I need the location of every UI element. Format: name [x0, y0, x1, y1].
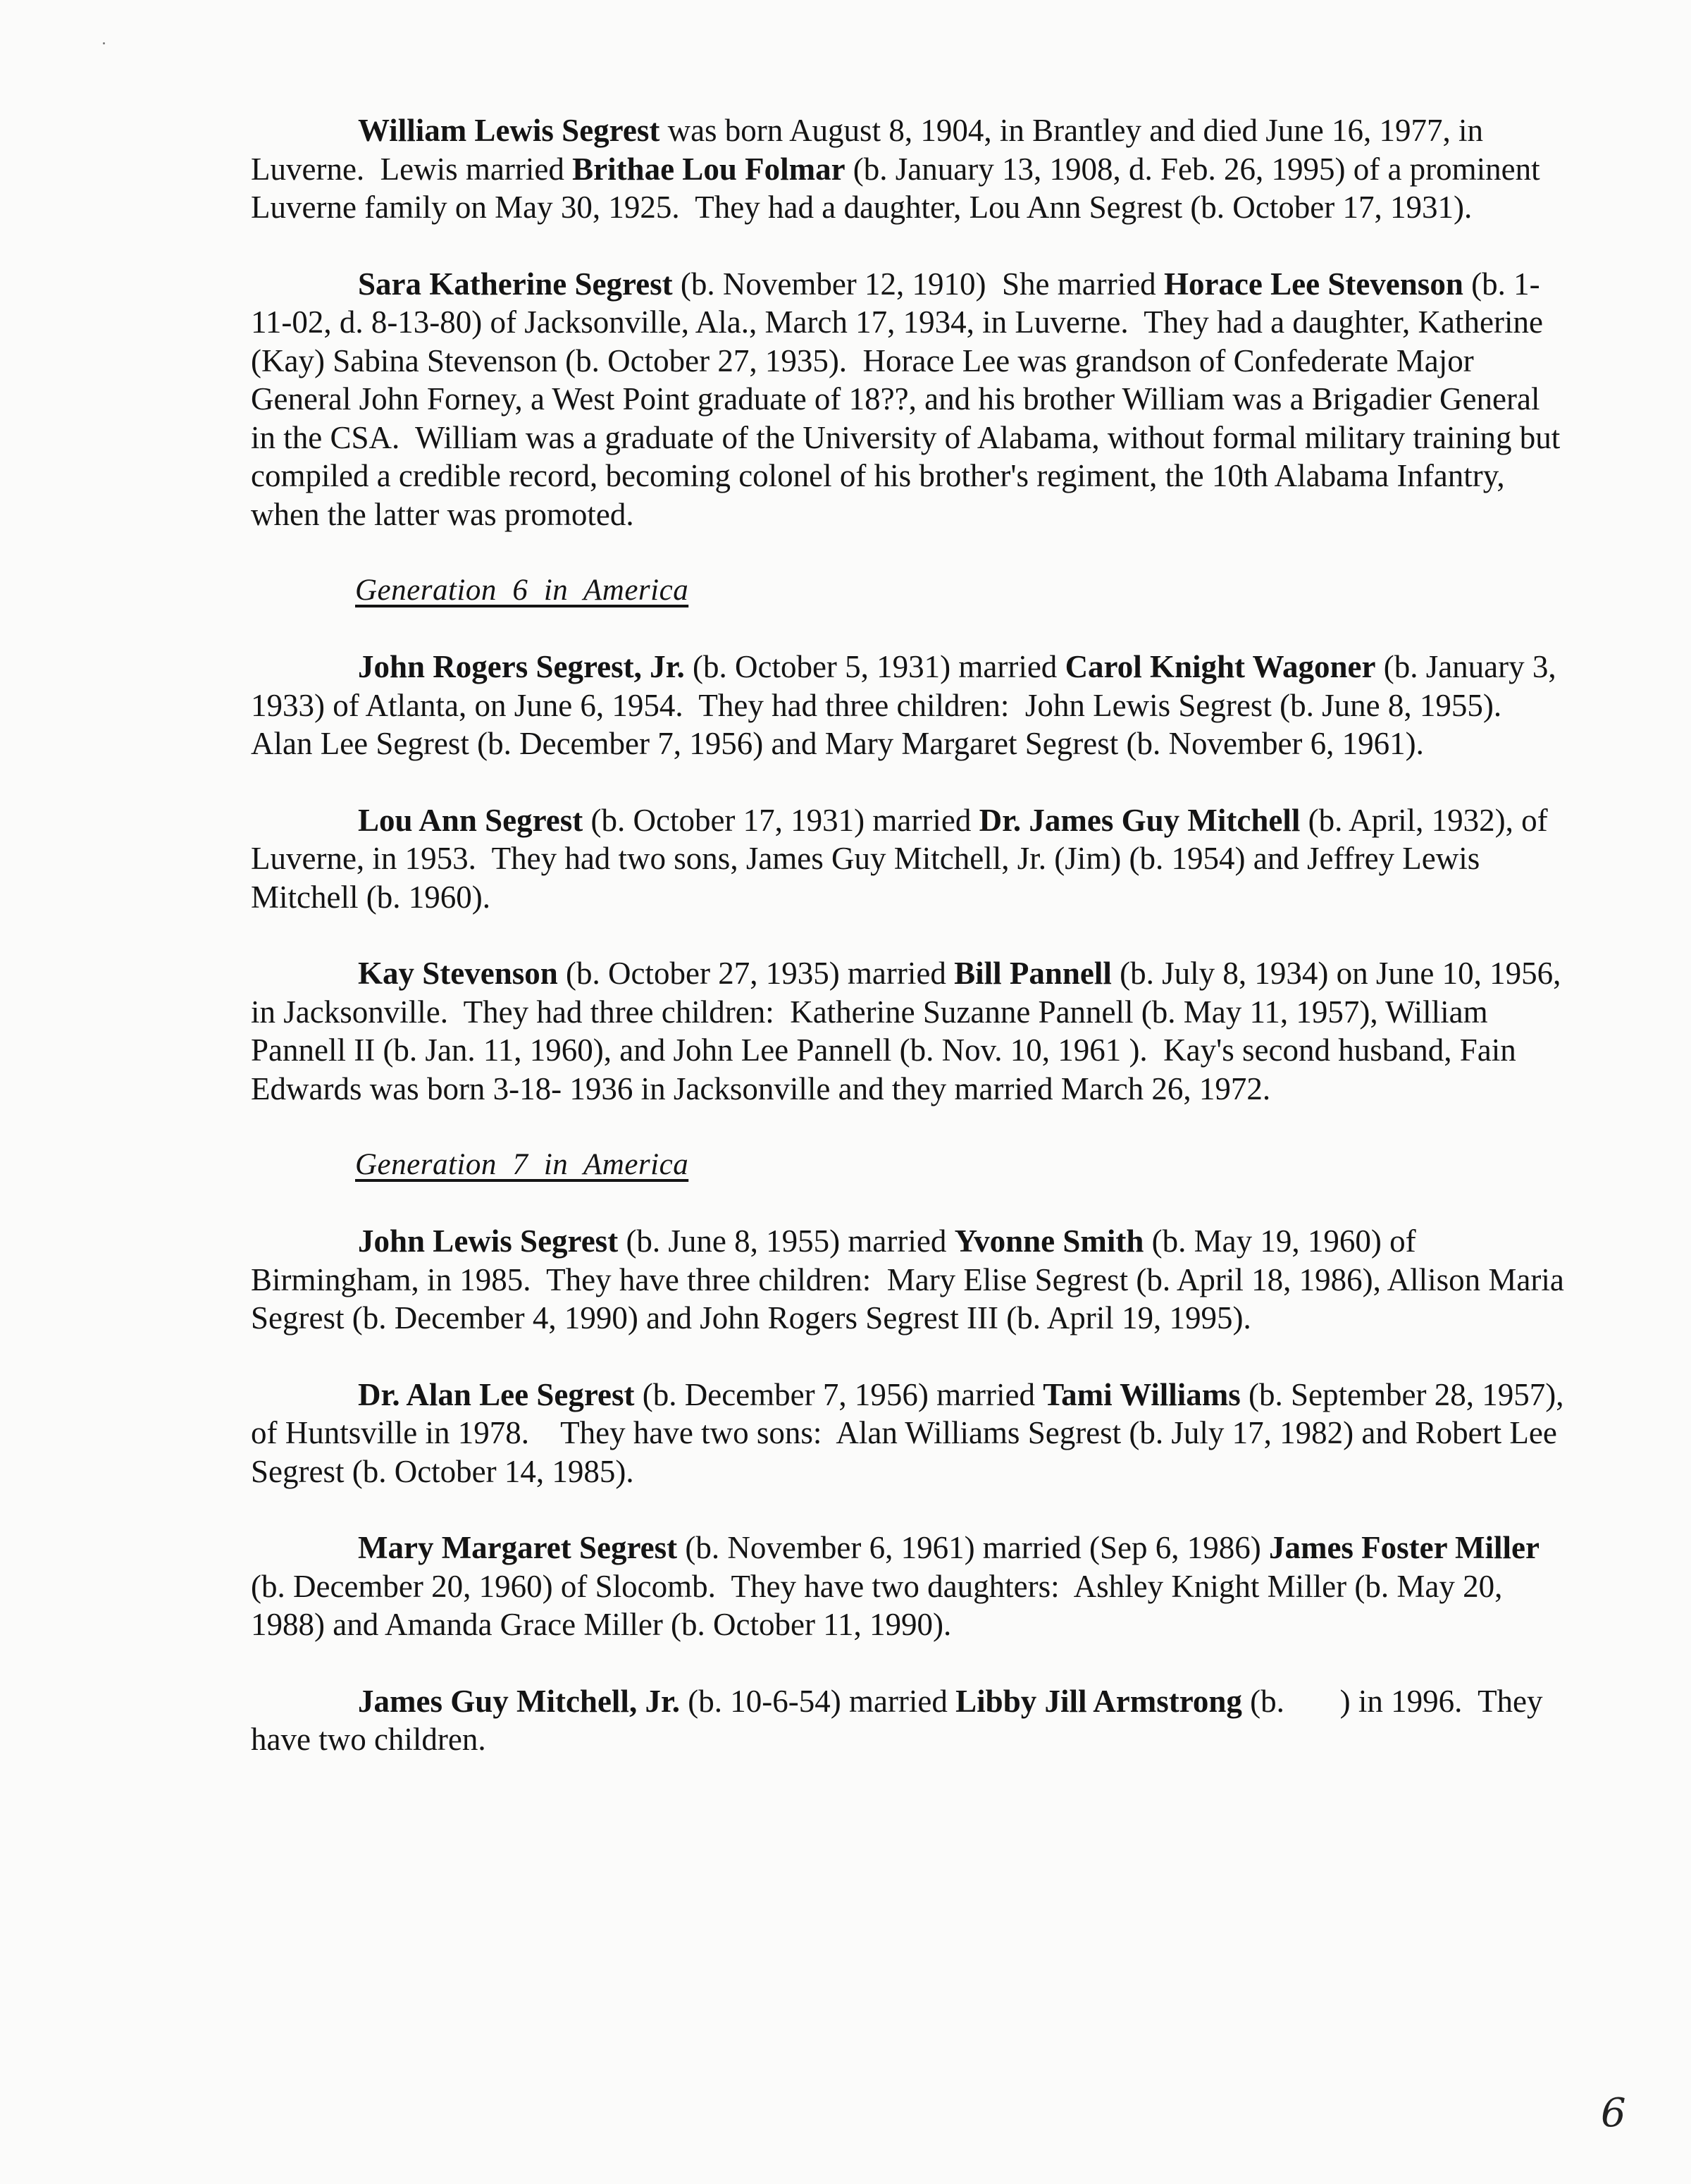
paragraph-text: (b. April, 1932), of Luverne, in 1953. They had two sons, James Guy Mitchell, Jr. (Jim) (b. 1954) and Jeffrey Lewis Mitchell (b. 1960). [251, 802, 1556, 915]
paragraph-sara [251, 265, 1570, 534]
paragraph-text: (b. 10-6-54) married [680, 1683, 956, 1719]
person-name: James Foster Miller [1268, 1530, 1540, 1565]
person-name: Mary Margaret Segrest [358, 1530, 678, 1565]
document-body [251, 111, 1573, 1797]
generation-heading-gen7: Generation 7 in America [355, 1148, 689, 1181]
paragraph-text: (b. November 12, 1910) She married [672, 266, 1164, 302]
person-name: William Lewis Segrest [358, 113, 660, 148]
page-number: 6 [1601, 2090, 1626, 2136]
person-name: Carol Knight Wagoner [1065, 649, 1376, 684]
paragraph-text: (b. January 13, 1908, d. Feb. 26, 1995) of a prominent Luverne family on May 30, 1925. They had a daughter, Lou Ann Segrest (b. October 17, 1931). [251, 151, 1548, 225]
paragraph-text: (b. 1-11-02, d. 8-13-80) of Jacksonville, Ala., March 17, 1934, in Luverne. They had a daughter, Katherine (Kay) Sabina Stevenson (b. October 27, 1935). Horace Lee was grandson of Confederate Major General John Forney, a West Point graduate of 18??, and his brother William was a Brigadier General in the CSA. William was a graduate of the University of Alabama, without formal military training but compiled a credible record, becoming colonel of his brother's regiment, the 10th Alabama Infantry, when the latter was promoted. [251, 266, 1568, 532]
paragraph-text: (b. ) in 1996. They have two children. [251, 1683, 1551, 1757]
person-name: Lou Ann Segrest [358, 802, 583, 838]
paragraph-text: (b. January 3, 1933) of Atlanta, on June 6, 1954. They had three children: John Lewis Segrest (b. June 8, 1955). Alan Lee Segrest (b. December 7, 1956) and Mary Margaret Segrest (b. November 6, 1961). [251, 649, 1564, 761]
paragraph-text: (b. October 5, 1931) married [684, 649, 1065, 684]
paragraph-lou-ann [251, 801, 1570, 917]
person-name: Kay Stevenson [358, 956, 558, 991]
person-name: Tami Williams [1043, 1376, 1241, 1412]
person-name: Horace Lee Stevenson [1163, 266, 1463, 302]
paragraph-james-guy [251, 1682, 1570, 1759]
person-name: James Guy Mitchell, Jr. [358, 1683, 681, 1719]
paragraph-text: (b. December 20, 1960) of Slocomb. They have two daughters: Ashley Knight Miller (b. May 20, 1988) and Amanda Grace Miller (b. October 11, 1990). [251, 1530, 1548, 1642]
person-name: Brithae Lou Folmar [572, 151, 846, 187]
generation-heading-gen6: Generation 6 in America [355, 574, 689, 607]
person-name: Bill Pannell [954, 956, 1112, 991]
paragraph-text: (b. May 19, 1960) of Birmingham, in 1985. They have three children: Mary Elise Segrest (b. April 18, 1986), Allison Maria Segrest (b. December 4, 1990) and John Rogers Segrest III (b. April 19, 1995). [251, 1223, 1573, 1335]
person-name: John Lewis Segrest [358, 1223, 619, 1259]
paragraph-text: (b. December 7, 1956) married [634, 1376, 1043, 1412]
paragraph-william [251, 111, 1570, 227]
paragraph-text: was born August 8, 1904, in Brantley and died June 16, 1977, in Luverne. Lewis married [251, 113, 1492, 187]
paragraph-text: (b. July 8, 1934) on June 10, 1956, in Jacksonville. They had three children: Katherine Suzanne Pannell (b. May 11, 1957), William Pannell II (b. Jan. 11, 1960), and John Lee Pannell (b. Nov. 10, 1961 ). Kay's second husband, Fain Edwards was born 3-18- 1936 in Jacksonville and they married March 26, 1972. [251, 956, 1569, 1106]
paragraph-text: (b. September 28, 1957), of Huntsville in 1978. They have two sons: Alan Williams Segrest (b. July 17, 1982) and Robert Lee Segrest (b. October 14, 1985). [251, 1376, 1572, 1489]
scan-speck [103, 42, 105, 44]
paragraph-john-rogers [251, 648, 1570, 763]
paragraph-text: (b. June 8, 1955) married [618, 1223, 955, 1259]
paragraph-kay [251, 954, 1570, 1108]
paragraph-text: (b. October 17, 1931) married [583, 802, 979, 838]
person-name: Sara Katherine Segrest [358, 266, 673, 302]
paragraph-alan-lee [251, 1376, 1570, 1491]
paragraph-text: (b. November 6, 1961) married (Sep 6, 1986) [677, 1530, 1269, 1565]
person-name: John Rogers Segrest, Jr. [358, 649, 685, 684]
person-name: Dr. James Guy Mitchell [979, 802, 1301, 838]
paragraph-mary-margaret [251, 1529, 1570, 1644]
paragraph-john-lewis [251, 1222, 1573, 1338]
person-name: Libby Jill Armstrong [955, 1683, 1242, 1719]
person-name: Dr. Alan Lee Segrest [358, 1376, 635, 1412]
paragraph-text: (b. October 27, 1935) married [557, 956, 955, 991]
person-name: Yvonne Smith [954, 1223, 1144, 1259]
